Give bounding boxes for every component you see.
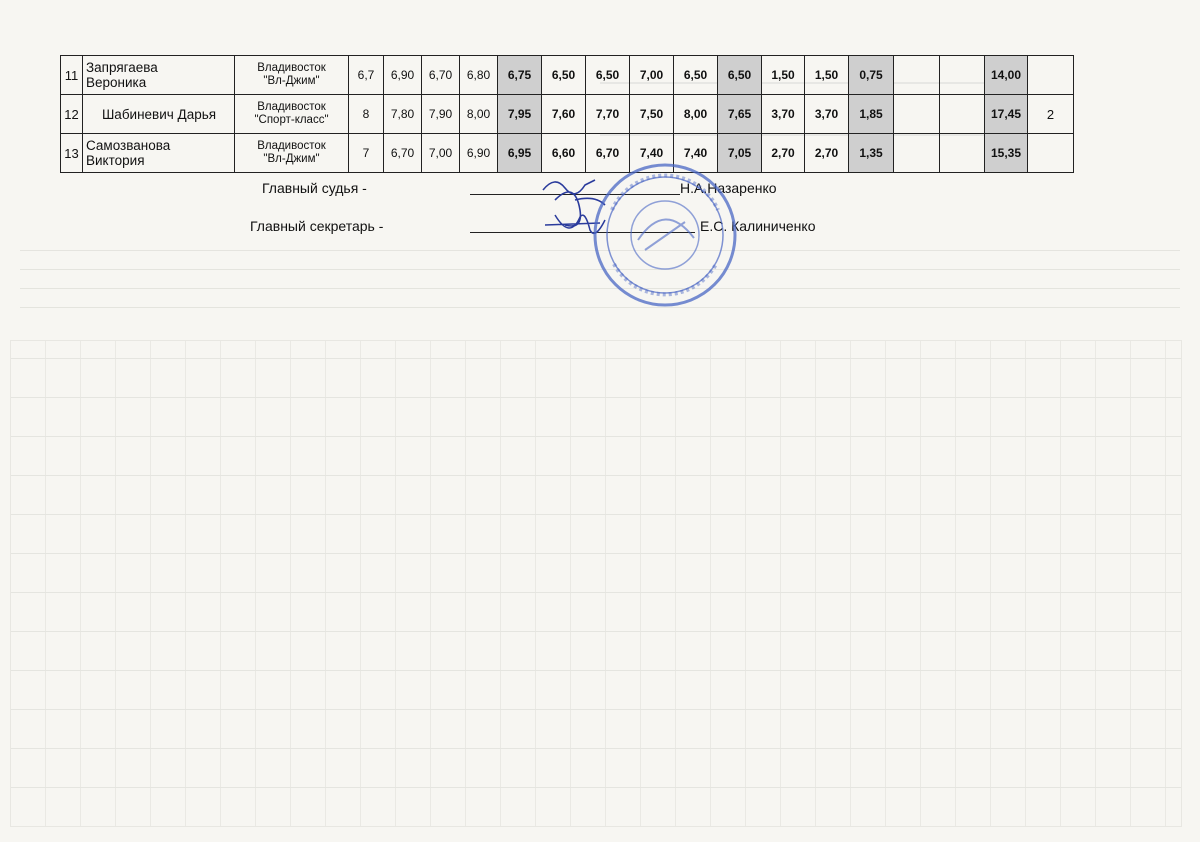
score-cell: 7,70: [586, 95, 630, 134]
organization-stamp: [590, 160, 740, 310]
score-cell: 7,90: [422, 95, 460, 134]
chief-judge-name: Н.А.Назаренко: [680, 180, 777, 196]
score-cell: 7: [349, 134, 384, 173]
score-cell: 6,80: [460, 56, 498, 95]
score-cell: 6,7: [349, 56, 384, 95]
score-cell: 6,70: [422, 56, 460, 95]
score-cell: 7,40: [674, 134, 718, 173]
score-cell: 6,70: [384, 134, 422, 173]
score-cell: 3,70: [762, 95, 805, 134]
total-score: 14,00: [985, 56, 1028, 95]
score-average-cell: 0,75: [849, 56, 894, 95]
score-cell: 6,70: [586, 134, 630, 173]
score-cell: 6,50: [542, 56, 586, 95]
score-cell: 1,50: [762, 56, 805, 95]
score-cell: 6,50: [674, 56, 718, 95]
score-cell: [940, 95, 985, 134]
place-cell: 2: [1028, 95, 1074, 134]
score-cell: 7,00: [422, 134, 460, 173]
score-cell: 7,50: [630, 95, 674, 134]
table-row: [61, 56, 1074, 95]
reverse-side-table: [10, 340, 1182, 827]
score-cell: [894, 56, 940, 95]
results-table: [60, 55, 1074, 173]
score-average-cell: 1,85: [849, 95, 894, 134]
athlete-team: Владивосток "Вл-Джим": [235, 134, 349, 173]
score-cell: 8,00: [674, 95, 718, 134]
score-cell: 7,40: [630, 134, 674, 173]
score-average-cell: 1,35: [849, 134, 894, 173]
score-cell: 6,50: [586, 56, 630, 95]
binder-edge: [48, 0, 58, 842]
score-cell: [940, 56, 985, 95]
score-cell: 7,80: [384, 95, 422, 134]
score-cell: 1,50: [805, 56, 849, 95]
athlete-team: Владивосток "Вл-Джим": [235, 56, 349, 95]
score-cell: 3,70: [805, 95, 849, 134]
score-cell: 7,00: [630, 56, 674, 95]
score-cell: 7,60: [542, 95, 586, 134]
score-average-cell: 6,50: [718, 56, 762, 95]
row-number: 12: [61, 95, 83, 134]
score-average-cell: 7,95: [498, 95, 542, 134]
athlete-name: Шабиневич Дарья: [83, 95, 235, 134]
place-cell: [1028, 134, 1074, 173]
total-score: 17,45: [985, 95, 1028, 134]
score-cell: [894, 134, 940, 173]
athlete-team: Владивосток "Спорт-класс": [235, 95, 349, 134]
table-row: [61, 95, 1074, 134]
table-row: [61, 134, 1074, 173]
score-cell: 6,90: [460, 134, 498, 173]
score-average-cell: 6,75: [498, 56, 542, 95]
score-cell: [940, 134, 985, 173]
score-cell: 8,00: [460, 95, 498, 134]
score-cell: [894, 95, 940, 134]
athlete-name: Запрягаева Вероника: [83, 56, 235, 95]
score-cell: 2,70: [805, 134, 849, 173]
place-cell: [1028, 56, 1074, 95]
score-cell: 8: [349, 95, 384, 134]
total-score: 15,35: [985, 134, 1028, 173]
row-number: 13: [61, 134, 83, 173]
chief-judge-label: Главный судья -: [262, 180, 367, 196]
score-average-cell: 6,95: [498, 134, 542, 173]
row-number: 11: [61, 56, 83, 95]
score-cell: 6,60: [542, 134, 586, 173]
score-cell: 2,70: [762, 134, 805, 173]
chief-secretary-name: Е.С. Калиниченко: [700, 218, 816, 234]
score-cell: 6,90: [384, 56, 422, 95]
score-average-cell: 7,65: [718, 95, 762, 134]
chief-secretary-label: Главный секретарь -: [250, 218, 384, 234]
athlete-name: Самозванова Виктория: [83, 134, 235, 173]
score-average-cell: 7,05: [718, 134, 762, 173]
